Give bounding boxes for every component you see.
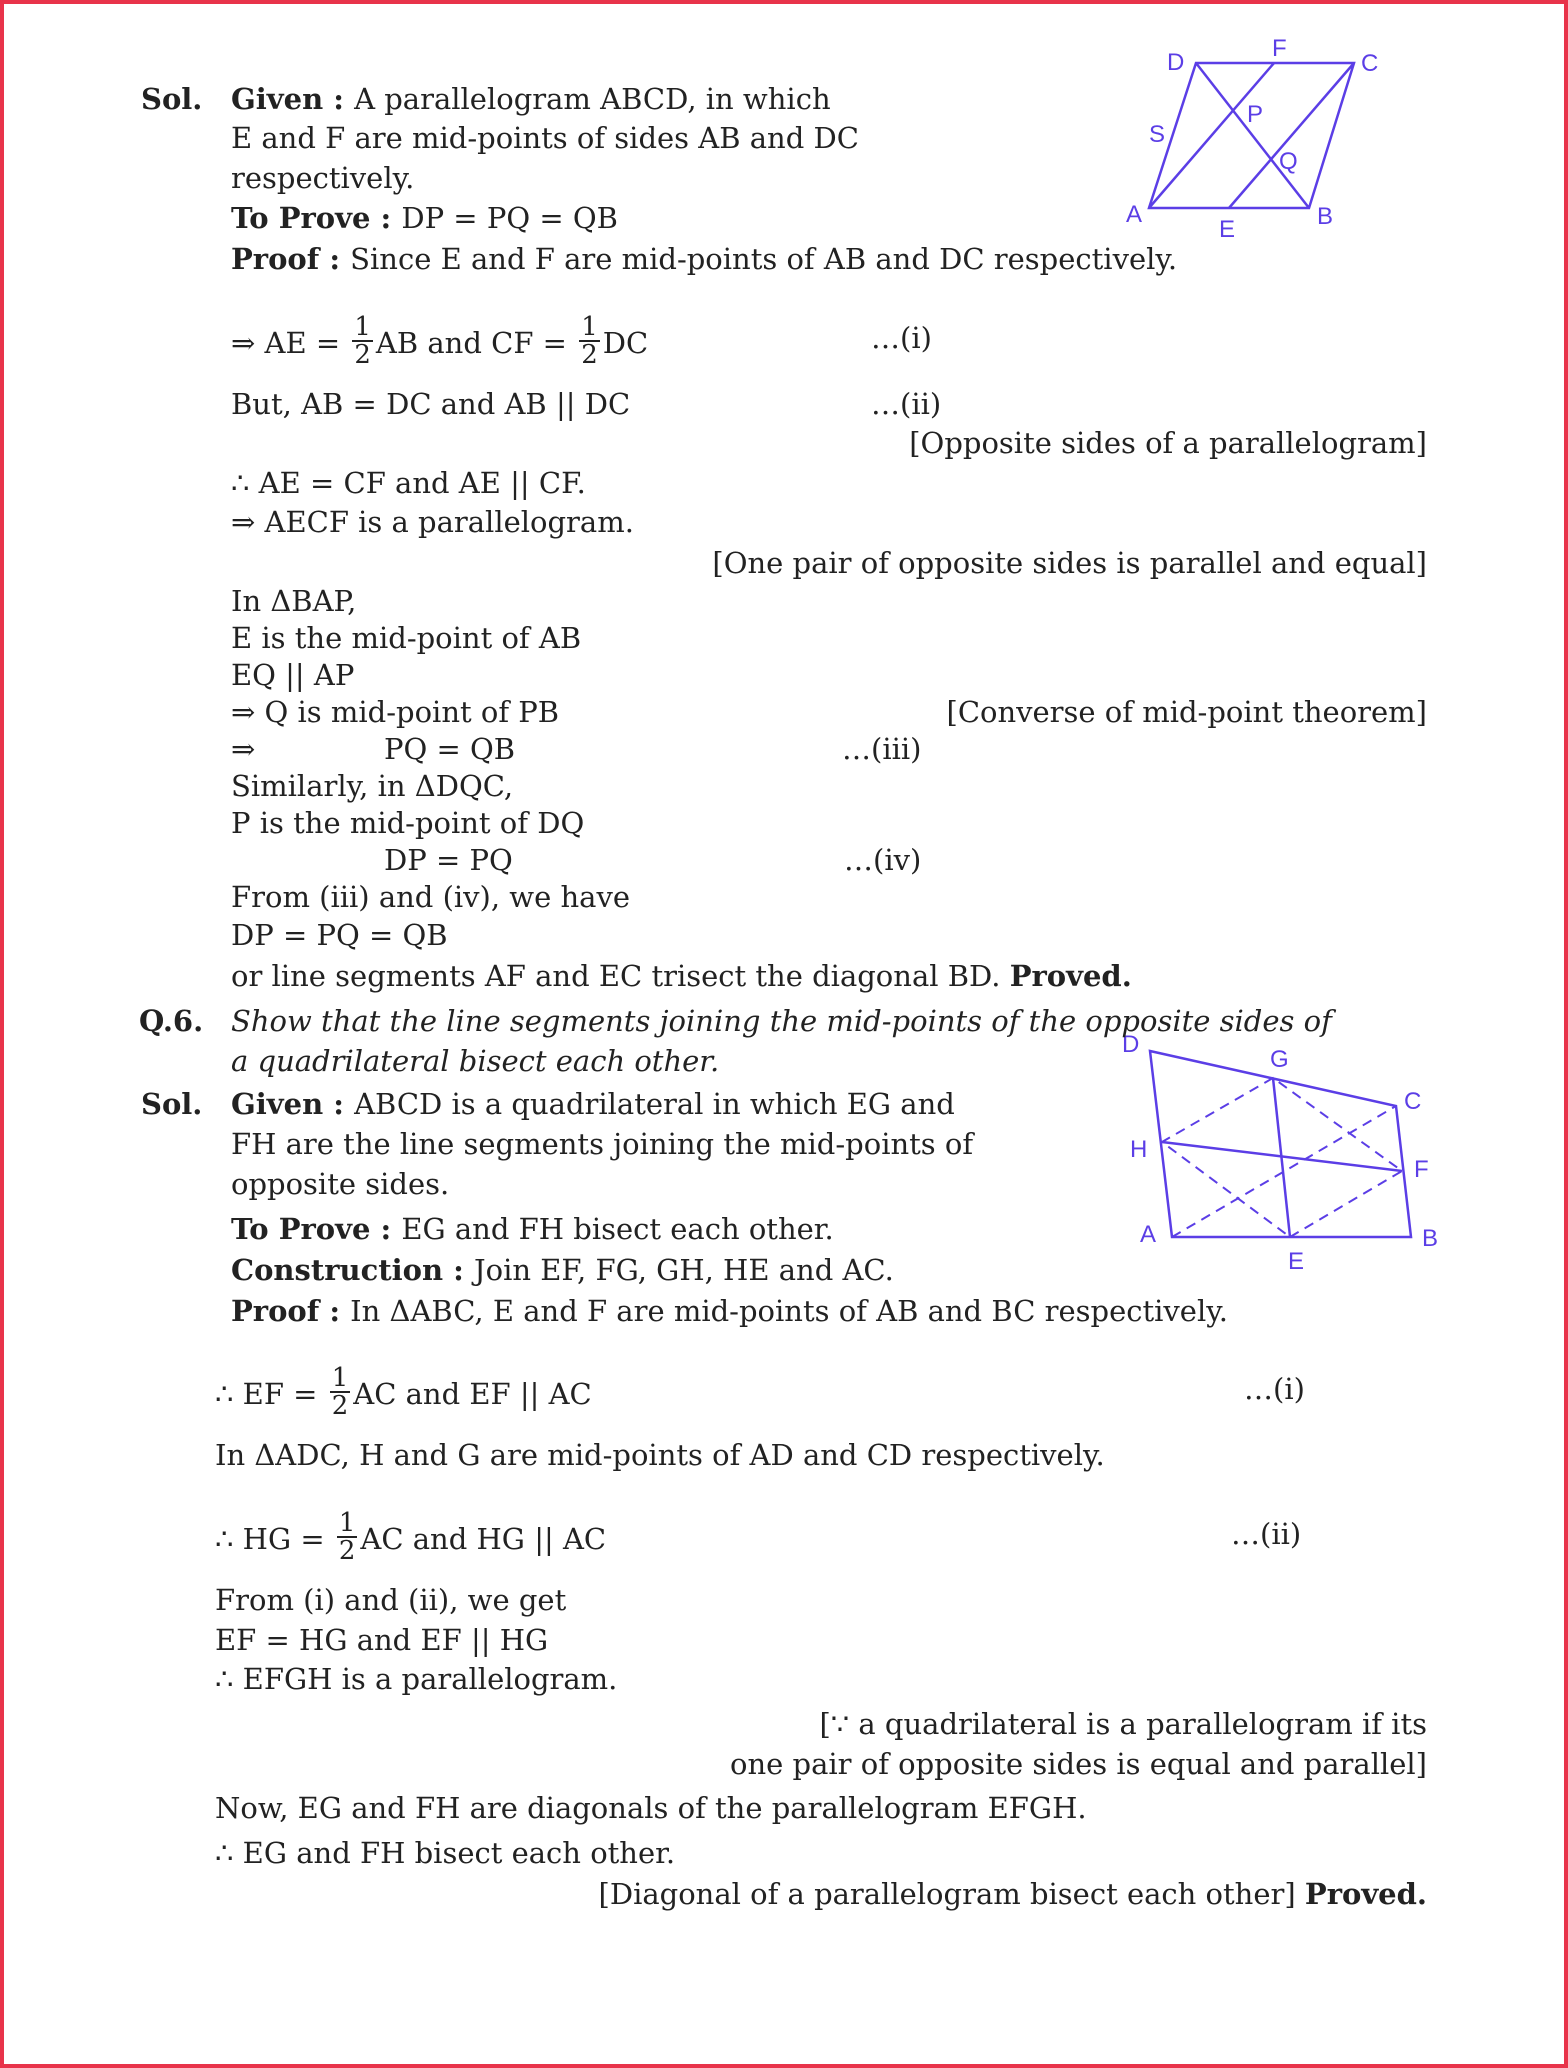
line-e9 — [384, 729, 515, 769]
line-h11 — [215, 1620, 548, 1660]
label-h: H — [1130, 1136, 1148, 1163]
line-e5 — [231, 581, 356, 621]
text: But, AB = DC and AB || DC — [231, 387, 631, 421]
line-h9 — [215, 1508, 607, 1566]
bold-text: Construction : — [231, 1253, 474, 1287]
line-sol1 — [141, 79, 202, 119]
text: [∵ a quadrilateral is a parallelogram if its — [819, 1707, 1427, 1741]
text: respectively. — [231, 161, 415, 195]
label-a: A — [1126, 201, 1143, 228]
text: Join EF, FG, GH, HE and AC. — [474, 1253, 894, 1287]
bold-text: Proof : — [231, 242, 351, 276]
line-q6 — [139, 1001, 203, 1041]
line-e2r — [909, 423, 1427, 463]
line-e4r — [712, 543, 1427, 583]
text: From (iii) and (iv), we have — [231, 880, 631, 914]
text: ∴ HG = — [215, 1522, 334, 1556]
line-e10 — [231, 766, 513, 806]
text: DP = PQ — [384, 843, 513, 877]
numerator: 1 — [354, 312, 371, 342]
line-h13r — [730, 1744, 1427, 1784]
line-e8 — [231, 692, 559, 732]
line-q6a — [231, 1001, 1332, 1041]
text: ⇒ — [231, 732, 256, 766]
text: AC and HG || AC — [360, 1522, 607, 1556]
text: EF = HG and EF || HG — [215, 1623, 549, 1657]
text: P is the mid-point of DQ — [231, 806, 585, 840]
text: DP = PQ = QB — [231, 918, 448, 952]
label-e: E — [1288, 1248, 1305, 1275]
text: …(ii) — [871, 387, 942, 421]
text: …(iii) — [842, 732, 922, 766]
label-g: G — [1270, 1046, 1289, 1073]
text: In ΔADC, H and G are mid-points of AD and CD respectively. — [215, 1438, 1105, 1472]
text: E and F are mid-points of sides AB and DC — [231, 121, 859, 155]
denominator: 2 — [581, 340, 598, 370]
line-h12 — [215, 1659, 617, 1699]
line-g1 — [231, 79, 831, 119]
line-e1 — [231, 312, 649, 370]
label-s: S — [1149, 121, 1166, 148]
line-e11 — [231, 803, 584, 843]
line-e2n — [871, 384, 941, 424]
fraction — [352, 314, 373, 368]
italic-text: a quadrilateral bisect each other. — [231, 1044, 720, 1078]
denominator: 2 — [338, 1536, 356, 1566]
line-h8 — [215, 1435, 1105, 1475]
line-h7 — [215, 1363, 592, 1421]
numerator: 1 — [338, 1508, 356, 1538]
line-sol2 — [141, 1084, 202, 1124]
text: AC and EF || AC — [353, 1377, 592, 1411]
text: EG and FH bisect each other. — [401, 1212, 834, 1246]
line-h16r — [599, 1874, 1427, 1914]
line-e8r — [947, 692, 1428, 732]
label-d: D — [1122, 1031, 1140, 1058]
text: Similarly, in ΔDQC, — [231, 769, 514, 803]
text: opposite sides. — [231, 1167, 450, 1201]
line-g2 — [231, 118, 859, 158]
text: [One pair of opposite sides is parallel and equal] — [712, 546, 1427, 580]
bold-text: Sol. — [141, 82, 203, 116]
text: ⇒ AE = — [231, 326, 350, 360]
bold-text: To Prove : — [231, 201, 402, 235]
fraction — [579, 314, 600, 368]
bold-text: Q.6. — [139, 1004, 204, 1038]
text: A parallelogram ABCD, in which — [354, 82, 831, 116]
line-e12 — [384, 840, 513, 880]
label-p: P — [1247, 101, 1264, 128]
text: DC — [602, 326, 649, 360]
italic-text: Show that the line segments joining the mid-points of the opposite sides of — [231, 1004, 1332, 1038]
line-e13 — [231, 877, 630, 917]
bold-text: Given : — [231, 82, 355, 116]
line-pr1 — [231, 239, 1177, 279]
text: ABCD is a quadrilateral in which EG and — [354, 1087, 955, 1121]
label-c: C — [1361, 50, 1379, 77]
line-e7 — [231, 655, 354, 695]
text: ⇒ AECF is a parallelogram. — [231, 505, 634, 539]
label-b: B — [1422, 1225, 1439, 1252]
quadrilateral-figure — [1150, 1051, 1411, 1237]
line-h10 — [215, 1580, 566, 1620]
line-h15 — [215, 1833, 675, 1873]
text: E is the mid-point of AB — [231, 621, 582, 655]
label-c: C — [1404, 1088, 1422, 1115]
parallelogram-figure — [1149, 63, 1354, 208]
label-f: F — [1272, 35, 1287, 62]
line-h14 — [215, 1788, 1087, 1828]
label-b: B — [1317, 203, 1334, 230]
fraction — [330, 1365, 351, 1419]
bold-text: Proved. — [1009, 959, 1132, 993]
line-e4 — [231, 502, 634, 542]
line-h2 — [231, 1124, 973, 1164]
bold-text: Given : — [231, 1087, 355, 1121]
denominator: 2 — [331, 1391, 349, 1421]
text: EQ || AP — [231, 658, 355, 692]
line-h7n — [1244, 1369, 1305, 1409]
label-a: A — [1140, 1221, 1157, 1248]
line-e12n — [844, 840, 921, 880]
text: [Diagonal of a parallelogram bisect each other] — [598, 1877, 1305, 1911]
figure1-labels — [1126, 35, 1378, 243]
line-e6 — [231, 618, 581, 658]
text: Now, EG and FH are diagonals of the parallelogram EFGH. — [215, 1791, 1087, 1825]
text: …(ii) — [1231, 1517, 1302, 1551]
line-e1n — [871, 318, 932, 358]
line-h4 — [231, 1209, 834, 1249]
text: In ΔBAP, — [231, 584, 357, 618]
text: PQ = QB — [384, 732, 516, 766]
line-q6b — [231, 1041, 719, 1081]
bold-text: Proved. — [1304, 1877, 1427, 1911]
text: or line segments AF and EC trisect the diagonal BD. — [231, 959, 1010, 993]
text: ∴ EF = — [215, 1377, 327, 1411]
text: …(i) — [871, 321, 932, 355]
numerator: 1 — [581, 312, 598, 342]
text: FH are the line segments joining the mid-points of — [231, 1127, 974, 1161]
label-q: Q — [1279, 148, 1298, 175]
line-h1 — [231, 1084, 955, 1124]
bold-text: To Prove : — [231, 1212, 402, 1246]
text: Since E and F are mid-points of AB and DC respectively. — [350, 242, 1178, 276]
text: [Opposite sides of a parallelogram] — [909, 426, 1427, 460]
text: ∴ EG and FH bisect each other. — [215, 1836, 676, 1870]
line-h12r — [819, 1704, 1427, 1744]
line-e3 — [231, 463, 586, 503]
text: ∴ AE = CF and AE || CF. — [231, 466, 586, 500]
text: ⇒ Q is mid-point of PB — [231, 695, 560, 729]
line-e2 — [231, 384, 630, 424]
line-tp1 — [231, 198, 618, 238]
line-h3 — [231, 1164, 449, 1204]
text: [Converse of mid-point theorem] — [946, 695, 1427, 729]
bold-text: Sol. — [141, 1087, 203, 1121]
text: …(iv) — [844, 843, 922, 877]
line-h6 — [231, 1291, 1228, 1331]
label-f: F — [1414, 1156, 1429, 1183]
line-e9a — [231, 729, 255, 769]
label-d: D — [1167, 49, 1185, 76]
text: …(i) — [1244, 1372, 1305, 1406]
fraction — [337, 1510, 358, 1564]
text: ∴ EFGH is a parallelogram. — [215, 1662, 618, 1696]
line-e9n — [842, 729, 921, 769]
text: DP = PQ = QB — [401, 201, 618, 235]
line-g3 — [231, 158, 414, 198]
text: In ΔABC, E and F are mid-points of AB and BC respectively. — [350, 1294, 1228, 1328]
label-e: E — [1219, 216, 1236, 243]
text: AB and CF = — [375, 326, 577, 360]
denominator: 2 — [354, 340, 371, 370]
line-h5 — [231, 1250, 894, 1290]
line-h9n — [1231, 1514, 1301, 1554]
text: one pair of opposite sides is equal and parallel] — [730, 1747, 1427, 1781]
line-e15 — [231, 956, 1132, 996]
text: From (i) and (ii), we get — [215, 1583, 567, 1617]
numerator: 1 — [331, 1363, 349, 1393]
bold-text: Proof : — [231, 1294, 351, 1328]
line-e14 — [231, 915, 448, 955]
